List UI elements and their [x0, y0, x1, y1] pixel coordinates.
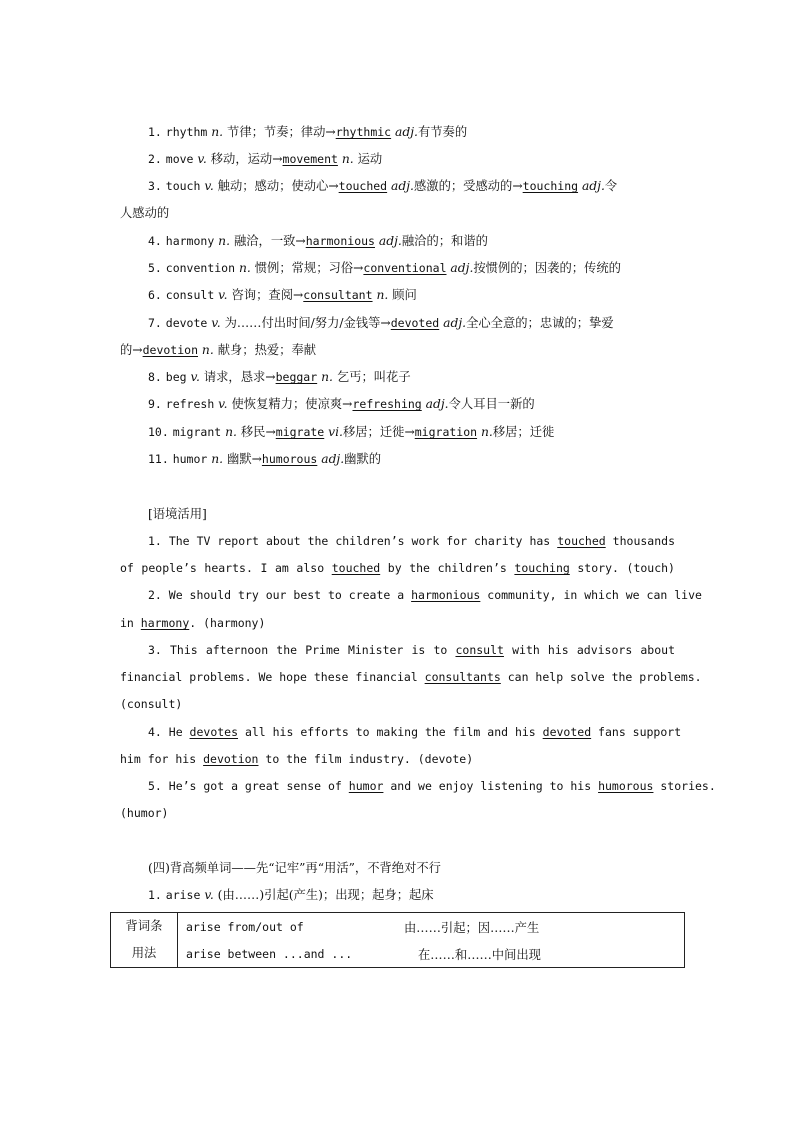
- answer-word: rhythmic: [335, 125, 392, 139]
- part-of-speech: v.: [218, 288, 228, 302]
- answer-word: migration: [414, 425, 478, 439]
- sentence-text: . (harmony): [189, 616, 266, 630]
- answer-word: humorous: [598, 779, 654, 793]
- answer-word: movement: [282, 152, 338, 166]
- sentence-text: 5. He’s got a great sense of: [148, 779, 349, 793]
- sentence-line: [120, 691, 675, 718]
- headword: devote: [165, 316, 208, 330]
- sentence-text: financial problems. We hope these financial: [120, 670, 425, 684]
- answer-word: touched: [338, 179, 388, 193]
- part-of-speech: adj.: [425, 397, 449, 411]
- answer-word: devoted: [390, 316, 440, 330]
- part-of-speech: adj.: [321, 452, 345, 466]
- sentence-text: and we enjoy listening to his: [383, 779, 599, 793]
- meaning: 咨询；查阅→: [231, 288, 304, 302]
- section-heading: [语境活用]: [148, 507, 207, 521]
- meaning: 请求，恳求→: [203, 370, 276, 384]
- sentence-line: [120, 746, 675, 773]
- sentence-text: of people’s hearts. I am also: [120, 561, 332, 575]
- part-of-speech: v.: [211, 316, 221, 330]
- vocab-item-continuation: [120, 200, 675, 227]
- meaning: 令人耳目一新的: [448, 397, 535, 411]
- part-of-speech: n.: [480, 425, 493, 439]
- meaning: 幽默的: [344, 452, 382, 466]
- answer-word: devotion: [203, 752, 259, 766]
- sentence-text: story. (touch): [569, 561, 675, 575]
- usage-row: [178, 940, 684, 967]
- vocab-item: [120, 146, 675, 173]
- part-of-speech: adj.: [391, 179, 414, 193]
- answer-word: harmonious: [305, 234, 375, 248]
- sentence-text: with his advisors about: [503, 643, 675, 657]
- sentence-text: all his efforts to making the film and his: [238, 725, 543, 739]
- answer-word: harmony: [140, 616, 190, 630]
- vocab-item-continuation: [120, 337, 675, 364]
- answer-word: beggar: [275, 370, 318, 384]
- item-number: 2.: [148, 152, 162, 166]
- part-of-speech: adj.: [450, 261, 474, 275]
- meaning: 人感动的: [120, 206, 170, 220]
- part-of-speech: n.: [341, 152, 354, 166]
- usage-row: [178, 913, 684, 940]
- vocab-item: [120, 882, 675, 909]
- headword: humor: [172, 452, 208, 466]
- sentence-text: him for his: [120, 752, 204, 766]
- answer-word: devotion: [142, 343, 198, 357]
- vocab-item: [120, 310, 675, 337]
- vocab-item: [120, 446, 675, 473]
- answer-word: touched: [331, 561, 381, 575]
- headword: convention: [165, 261, 236, 275]
- part-of-speech: n.: [211, 125, 224, 139]
- answer-word: consultant: [303, 288, 373, 302]
- sentence-text: can help solve the problems.: [500, 670, 702, 684]
- answer-word: consultants: [424, 670, 501, 684]
- part-of-speech: n.: [211, 452, 224, 466]
- meaning: 幽默→: [227, 452, 262, 466]
- item-number: 6.: [148, 288, 162, 302]
- part-of-speech: n.: [238, 261, 251, 275]
- headword: harmony: [165, 234, 215, 248]
- headword: migrant: [172, 425, 222, 439]
- usage-table-body: [178, 913, 685, 968]
- vocab-item: [120, 282, 675, 309]
- item-number: 11.: [148, 452, 169, 466]
- answer-word: refreshing: [352, 397, 422, 411]
- headword: touch: [165, 179, 201, 193]
- sentence-text: (consult): [120, 697, 183, 711]
- meaning: 移动，运动→: [210, 152, 283, 166]
- meaning: 顾问: [392, 288, 417, 302]
- vocab-item: [120, 419, 675, 446]
- meaning: 使恢复精力；使凉爽→: [231, 397, 353, 411]
- sentence-text: 4. He: [148, 725, 190, 739]
- vocab-item: [120, 173, 675, 200]
- part-of-speech: v.: [197, 152, 207, 166]
- phrase: arise from/out of: [186, 919, 304, 934]
- headword: consult: [165, 288, 215, 302]
- answer-word: migrate: [275, 425, 325, 439]
- answer-word: touching: [522, 179, 579, 193]
- item-number: 7.: [148, 316, 162, 330]
- meaning: 令: [604, 179, 618, 193]
- meaning: 运动: [357, 152, 383, 166]
- answer-word: humorous: [261, 452, 318, 466]
- section-heading: (四)背高频单词——先“记牢”再“用活”，不背绝对不行: [148, 861, 441, 875]
- answer-word: conventional: [363, 261, 447, 275]
- sentence-line: [120, 528, 675, 555]
- meaning: 移民→: [240, 425, 276, 439]
- answer-word: humor: [348, 779, 384, 793]
- item-number: 1.: [148, 888, 162, 902]
- phrase-meaning: 由……引起；因……产生: [404, 920, 540, 935]
- vocab-item: [120, 119, 675, 146]
- headword: refresh: [165, 397, 215, 411]
- meaning: 移居；迁徙: [492, 425, 555, 439]
- vocab-item: [120, 364, 675, 391]
- meaning: 为……付出时间/努力/金钱等→: [224, 316, 391, 330]
- sentence-text: stories.: [653, 779, 716, 793]
- answer-word: devoted: [542, 725, 592, 739]
- usage-table-header: [111, 913, 178, 968]
- item-number: 8.: [148, 370, 162, 384]
- item-number: 1.: [148, 125, 162, 139]
- meaning: 献身；热爱；奉献: [217, 343, 317, 357]
- part-of-speech: v.: [190, 370, 200, 384]
- item-number: 9.: [148, 397, 162, 411]
- part-of-speech: adj.: [378, 234, 402, 248]
- part-of-speech: v.: [204, 179, 214, 193]
- meaning: 惯例；常规；习俗→: [254, 261, 364, 275]
- part-of-speech: adj.: [395, 125, 418, 139]
- header-label: 用法: [131, 946, 157, 960]
- headword: beg: [165, 370, 187, 384]
- part-of-speech: n.: [225, 425, 237, 439]
- phrase: arise between ...and ...: [186, 946, 353, 961]
- meaning: 全心全意的；忠诚的；挚爱: [466, 316, 614, 330]
- headword: move: [165, 152, 194, 166]
- sentence-text: thousands: [605, 534, 675, 548]
- meaning: 有节奏的: [417, 125, 468, 139]
- sentence-text: in: [120, 616, 141, 630]
- part-of-speech: adj.: [581, 179, 605, 193]
- meaning: 融洽的；和谐的: [401, 234, 488, 248]
- meaning: 触动；感动；使动心→: [217, 179, 339, 193]
- item-number: 4.: [148, 234, 162, 248]
- part-of-speech: v.: [204, 888, 214, 902]
- meaning: 移居；迁徙→: [342, 425, 415, 439]
- part-of-speech: v.: [218, 397, 228, 411]
- part-of-speech: adj.: [443, 316, 467, 330]
- part-of-speech: n.: [376, 288, 389, 302]
- sentence-text: 3. This afternoon the Prime Minister is to: [148, 643, 456, 657]
- sentence-line: [120, 637, 675, 664]
- meaning: 乞丐；叫花子: [336, 370, 411, 384]
- meaning: 按惯例的；因袭的；传统的: [473, 261, 621, 275]
- item-number: 3.: [148, 179, 162, 193]
- sentence-line: [120, 773, 716, 800]
- part-of-speech: n.: [218, 234, 231, 248]
- sentence-text: to the film industry. (devote): [258, 752, 474, 766]
- sentence-line: [120, 555, 675, 582]
- answer-word: consult: [455, 643, 504, 657]
- meaning: 融洽，一致→: [233, 234, 306, 248]
- sentence-text: 2. We should try our best to create a: [148, 588, 412, 602]
- sentence-text: 1. The TV report about the children’s work for charity has: [148, 534, 558, 548]
- headword: arise: [165, 888, 201, 902]
- sentence-line: [120, 719, 682, 746]
- sentence-line: [120, 664, 702, 691]
- meaning: 的→: [120, 343, 143, 357]
- sentence-text: community, in which we can live: [480, 588, 702, 602]
- sentence-text: by the children’s: [380, 561, 515, 575]
- part-of-speech: n.: [321, 370, 333, 384]
- item-number: 5.: [148, 261, 162, 275]
- sentence-line: [120, 610, 675, 637]
- headword: rhythm: [165, 125, 208, 139]
- item-number: 10.: [148, 425, 169, 439]
- usage-table: [110, 912, 685, 968]
- part-of-speech: vi.: [328, 425, 343, 439]
- sentence-line: [120, 800, 675, 827]
- sentence-text: fans support: [591, 725, 682, 739]
- answer-word: touching: [514, 561, 570, 575]
- vocab-item: [120, 255, 675, 282]
- sentence-line: [120, 582, 702, 609]
- header-label: 背词条: [125, 919, 163, 933]
- part-of-speech: n.: [201, 343, 214, 357]
- phrase-meaning: 在……和……中间出现: [418, 947, 541, 962]
- answer-word: devotes: [189, 725, 239, 739]
- meaning: 节律；节奏；律动→: [227, 125, 336, 139]
- meaning: 感激的；受感动的→: [413, 179, 523, 193]
- meaning: (由……)引起(产生)；出现；起身；起床: [217, 888, 434, 902]
- vocab-item: [120, 391, 675, 418]
- vocab-item: [120, 228, 675, 255]
- answer-word: touched: [557, 534, 606, 548]
- sentence-text: (humor): [120, 806, 169, 820]
- answer-word: harmonious: [411, 588, 481, 602]
